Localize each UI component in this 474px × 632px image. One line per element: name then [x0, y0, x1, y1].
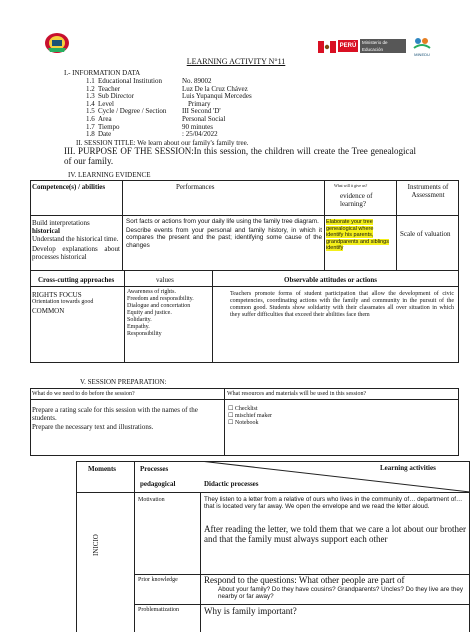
col-performances: Performances	[176, 183, 215, 191]
moments-header: Moments	[88, 465, 116, 473]
competence-line: historical	[32, 227, 60, 235]
info-num: 1.6	[86, 114, 95, 123]
info-value: III Second 'D'	[182, 107, 221, 116]
info-label: Teacher	[98, 84, 121, 93]
col-instruments: Instruments of Assessment	[407, 183, 449, 199]
col-evidence-small: What will it give us?	[334, 183, 368, 188]
problem-text: Why is family important?	[204, 606, 297, 616]
preparation-heading: V. SESSION PREPARATION:	[80, 378, 167, 386]
info-row	[86, 85, 326, 93]
motivation-label: Motivation	[138, 497, 165, 503]
info-num: 1.4	[86, 99, 95, 108]
inicio-label: INICIO	[92, 534, 100, 556]
value-item: Dialogue and concertation	[127, 303, 191, 309]
values-header: values	[156, 276, 174, 284]
competence-line: Understand the historical time.	[32, 235, 119, 243]
prep-q2: What resources and materials will be used in this session?	[227, 391, 367, 397]
cross-header: Cross-cutting approaches	[38, 276, 115, 284]
motivation-text-1: They listen to a letter from a relative of ours who lives in the community of… department of… that is located very far away. We open the envelope and we read the letter aloud.	[204, 496, 463, 511]
motivation-text-2: After reading the letter, we told them that we care a lot about our brother and that the family must always support each other	[204, 524, 466, 544]
col-competences: Competence(s) / abilities	[32, 183, 106, 191]
instrument-text: Scale of valuation	[400, 230, 451, 238]
info-value: Personal Social	[182, 114, 226, 123]
prior-knowledge-label: Prior knowledge	[138, 577, 178, 583]
info-row	[86, 100, 326, 108]
info-label: Tiempo	[98, 122, 120, 131]
info-num: 1.3	[86, 92, 95, 101]
info-label: Area	[98, 114, 112, 123]
attitudes-text: Teachers promote forms of student participation that allow the development of civic competencies, coordinating actions with the family and community in the pursuit of the common good. Students show solidarity with their classmates all over situation in which they suffer difficulties that exceed their abilities face them	[230, 291, 454, 318]
value-item: Empathy.	[127, 324, 150, 330]
info-label: Sub Director	[98, 92, 134, 101]
info-label: Date	[98, 130, 112, 139]
learning-activities-header: Learning activities	[380, 464, 436, 472]
material-checkbox[interactable]: ☐ mischief maker	[228, 413, 273, 419]
prior-text-2: About your family? Do they have cousins? Grandparents? Uncles? Do they live are they nearby or far away?	[218, 586, 464, 601]
competence-line: Build interpretations	[32, 219, 90, 227]
peru-badge: PERÚ	[338, 40, 358, 52]
session-title: II. SESSION TITLE: We learn about our family's family tree.	[76, 139, 249, 147]
evidence-heading: IV. LEARNING EVIDENCE	[68, 171, 151, 179]
value-item: Equity and justice.	[127, 310, 172, 316]
processes-header: Processes	[140, 465, 169, 473]
info-row	[86, 123, 326, 131]
minedu-logo	[412, 36, 432, 52]
session-purpose: III. PURPOSE OF THE SESSION:In this session, the children will create the Tree genealogical of our family.	[64, 146, 416, 166]
didactic-header: Didactic processes	[204, 480, 259, 488]
info-label: Cycle / Degree / Section	[98, 107, 167, 116]
col-evidence: evidence of learning?	[340, 192, 373, 208]
school-logo	[44, 32, 70, 54]
info-num: 1.2	[86, 84, 95, 93]
info-value: Primary	[188, 99, 211, 108]
info-num: 1.7	[86, 122, 95, 131]
info-value: : 25/04/2022	[182, 130, 218, 139]
info-table	[86, 77, 326, 138]
info-value: 90 minutes	[182, 122, 213, 131]
prep-a1b: Prepare the necessary text and illustrations.	[32, 423, 154, 431]
info-label: Educational Institution	[98, 77, 162, 85]
value-item: Responsibility	[127, 331, 162, 337]
info-label: Level	[98, 99, 114, 108]
performance-text	[126, 218, 322, 249]
value-item: Awareness of rights.	[127, 289, 176, 295]
evidence-text	[326, 219, 392, 252]
common: COMMON	[32, 307, 65, 315]
materials-list	[228, 406, 272, 427]
evidence-highlight: Elaborate your tree genealogical where identify his parents, grandparents and siblings identify	[326, 219, 389, 252]
value-item: Solidarity.	[127, 317, 152, 323]
attitudes-header: Observable attitudes or actions	[284, 276, 378, 284]
prep-q1: What do we need to do before the session?	[32, 391, 135, 397]
minedu-caption: MINEDU	[414, 52, 430, 57]
page-title: LEARNING ACTIVITY N°11	[186, 57, 286, 66]
info-num: 1.1	[86, 77, 95, 85]
info-heading: I.- INFORMATION DATA	[64, 69, 141, 77]
prior-text-1: Respond to the questions: What other people are part of	[204, 575, 405, 585]
values-list	[127, 289, 211, 338]
info-value: Luz De la Cruz Chávez	[182, 84, 248, 93]
ministry-label: Ministerio de Educación	[360, 39, 406, 53]
info-value: No. 89002	[182, 77, 212, 85]
value-item: Freedom and responsibility.	[127, 296, 194, 302]
material-checkbox[interactable]: ☐ Notebook	[228, 420, 259, 426]
performance-item: Describe events from your personal and family history, in which it compares the present and the past; identifying some cause of the changes	[126, 227, 322, 249]
info-row	[86, 130, 326, 138]
competence-text	[32, 219, 120, 261]
info-row	[86, 77, 326, 85]
evidence-table	[30, 180, 459, 363]
info-row	[86, 92, 326, 100]
problematization-label: Problematization	[138, 607, 179, 613]
prep-a1: Prepare a rating scale for this session with the names of the students.	[32, 406, 198, 422]
peru-flag-icon	[318, 40, 336, 52]
pedagogical-header: pedagogical	[140, 480, 176, 488]
info-num: 1.8	[86, 130, 95, 139]
info-num: 1.5	[86, 107, 95, 116]
material-checkbox[interactable]: ☐ Checklist	[228, 406, 258, 412]
rights-focus: RIGHTS FOCUS	[32, 291, 82, 299]
competence-line: Develop explanations about processes historical	[32, 245, 120, 261]
info-row	[86, 107, 326, 115]
performance-item: Sort facts or actions from your daily life using the family tree diagram.	[126, 218, 319, 225]
orientation: Orientation towards good	[32, 299, 94, 305]
info-value: Luis Yupanqui Mercedes	[182, 92, 252, 101]
info-row	[86, 115, 326, 123]
